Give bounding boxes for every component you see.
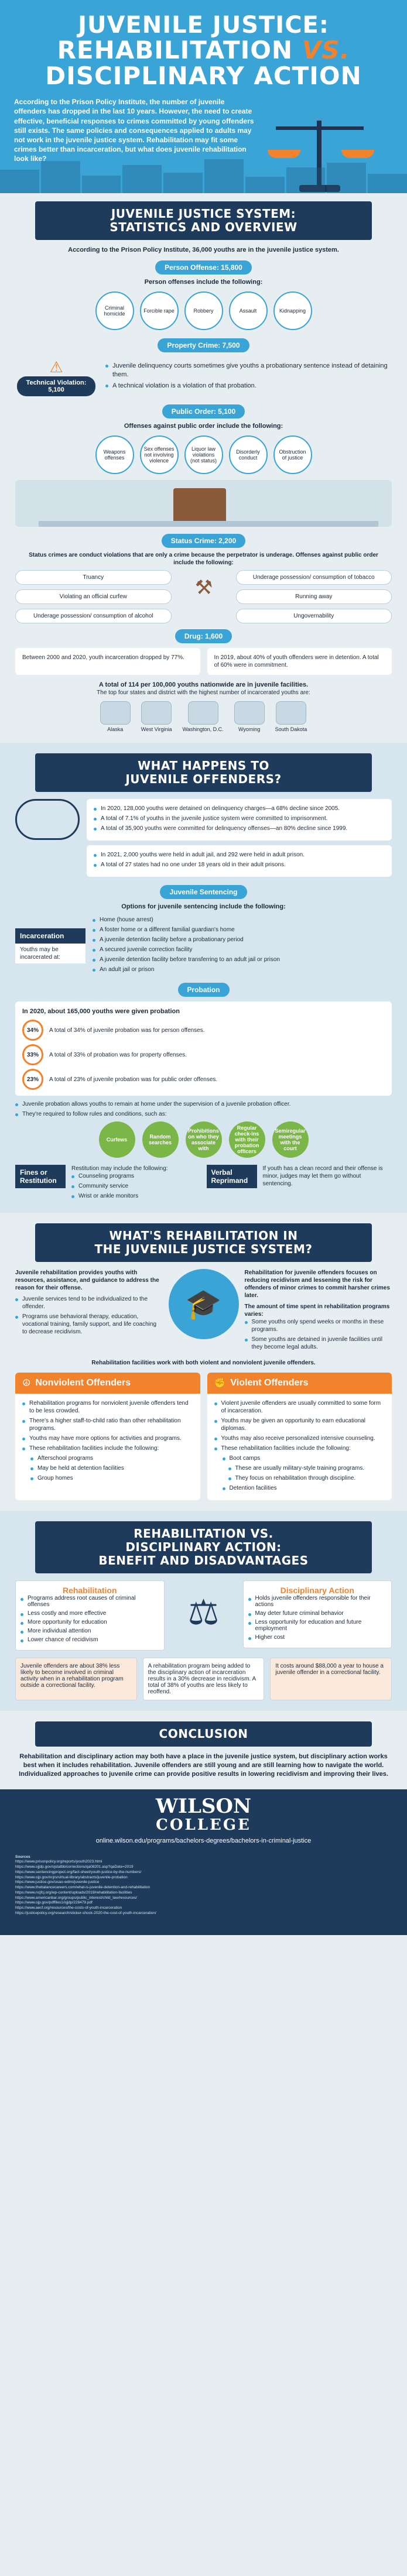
condition-item: Curfews xyxy=(99,1121,135,1158)
state-map-icon xyxy=(100,701,131,725)
probation-pct: 33% xyxy=(22,1044,43,1065)
state-item xyxy=(182,701,223,732)
stats-banner xyxy=(35,201,372,240)
violent-sub: They focus on rehabilitation through discipline. xyxy=(228,1474,385,1482)
status-crime-item: Underage possession/ consumption of alcohol xyxy=(15,609,172,623)
sentencing-option: An adult jail or prison xyxy=(93,966,392,973)
title-vs: VS. xyxy=(302,36,350,64)
sentencing-option: Home (house arrest) xyxy=(93,916,392,924)
incarceration-label: Incarceration xyxy=(15,928,85,944)
nonviolent-card xyxy=(15,1373,200,1500)
happens-banner-line1: WHAT HAPPENS TO xyxy=(138,759,269,773)
public-caption: Offenses against public order include the following: xyxy=(124,422,283,430)
rehab-benefit: Programs address root causes of criminal offenses xyxy=(20,1595,159,1608)
versus-banner-line1: REHABILITATION VS. xyxy=(134,1527,273,1541)
rehab-right-bullet: Some youths are detained in juvenile facilities until they become legal adults. xyxy=(245,1336,392,1351)
brand-name-2: COLLEGE xyxy=(156,1816,251,1834)
conclusion-banner xyxy=(35,1721,372,1747)
state-name: Alaska xyxy=(107,726,124,733)
stats-section xyxy=(0,193,407,743)
sources-block xyxy=(0,1850,407,1935)
state-map-icon xyxy=(276,701,306,725)
probation-pct: 34% xyxy=(22,1020,43,1041)
state-name: Washington, D.C. xyxy=(182,726,224,733)
source-line[interactable]: https://www.americanbar.org/groups/public_interest/child_law/resources/ xyxy=(15,1895,138,1900)
rehab-banner-line1: WHAT'S REHABILITATION IN xyxy=(109,1229,298,1243)
courtroom-illustration xyxy=(15,480,392,527)
rehab-left-lead: Juvenile rehabilitation provides youths with resources, assistance, and guidance to address the reason for their offense. xyxy=(15,1270,159,1292)
adult-jail-bullet: A total of 27 states had no one under 18 years old in their adult prisons. xyxy=(94,861,385,869)
sentencing-option: A juvenile detention facility before a probationary period xyxy=(93,936,392,944)
public-order-pill: Public Order: 5,100 xyxy=(162,404,245,419)
public-order-item: Weapons offenses xyxy=(95,435,134,474)
status-text: Status crimes are conduct violations that are only a crime because the perpetrator is underage. Offenses against public order include the following: xyxy=(29,551,378,566)
drug-pill: Drug: 1,600 xyxy=(175,629,232,643)
fines-item: Counseling programs xyxy=(71,1172,201,1180)
status-crime-item: Underage possession/ consumption of tobacco xyxy=(236,570,392,585)
rehab-banner-line2: THE JUVENILE JUSTICE SYSTEM? xyxy=(94,1242,313,1257)
drug-stat-right: In 2019, about 40% of youth offenders were in detention. A total of 60% were in commitment. xyxy=(207,648,392,675)
rehab-left-bullet: Juvenile services tend to be individualized to the offender. xyxy=(15,1295,163,1311)
tech-label: Technical Violation: xyxy=(26,379,87,386)
happens-banner-line2: JUVENILE OFFENDERS? xyxy=(125,772,282,787)
condition-item: Regular check-ins with their probation officers xyxy=(229,1121,265,1158)
disciplinary-benefits xyxy=(243,1580,392,1648)
title-line-2 xyxy=(14,37,393,63)
disciplinary-title: Disciplinary Action xyxy=(280,1586,354,1596)
rehab-right xyxy=(245,1269,392,1353)
probation-bullet: Juvenile probation allows youths to remain at home under the supervision of a juvenile probation officer. xyxy=(15,1100,392,1108)
status-crime-item: Running away xyxy=(236,589,392,604)
hero-intro: According to the Prison Policy Institute, the number of juvenile offenders has dropped in the last 10 years. However, the need to create effective, beneficial responses to crimes committed by young offenders still exists. The same policies and consequences applied to adults may not work in the juvenile justice system. Rehabilitation may fit some crimes better than incarceration, but what does juvenile rehabilitation look like? xyxy=(14,98,254,163)
rehab-left-bullet: Programs use behavioral therapy, education, vocational training, family support, and life coaching to decrease recidivism. xyxy=(15,1313,163,1336)
source-line[interactable]: https://www.sentencingproject.org/fact-sheet/youth-justice-by-the-numbers/ xyxy=(15,1870,142,1874)
probation-row xyxy=(22,1020,385,1041)
disciplinary-item: Less opportunity for education and future employment xyxy=(248,1619,387,1632)
rehab-left xyxy=(15,1269,163,1353)
state-name: West Virginia xyxy=(141,726,172,733)
handcuffs-icon xyxy=(15,799,80,840)
rehab-benefits-title: Rehabilitation xyxy=(62,1586,117,1596)
brand-block xyxy=(0,1789,407,1850)
gavel-icon: ⚒ xyxy=(194,576,213,599)
sentencing-option: A juvenile detention facility before transferring to an adult jail or prison xyxy=(93,956,392,963)
probation-row xyxy=(22,1044,385,1065)
public-order-list xyxy=(15,435,392,474)
condition-item: Semiregular meetings with the court xyxy=(272,1121,309,1158)
sentencing-option: A secured juvenile correction facility xyxy=(93,946,392,953)
happens-section xyxy=(0,743,407,1213)
status-crime-item: Violating an official curfew xyxy=(15,589,172,604)
probation-text: A total of 33% of probation was for property offenses. xyxy=(49,1051,187,1058)
probation-panel xyxy=(15,1001,392,1096)
peace-icon: ☮ xyxy=(22,1378,31,1389)
person-caption: Person offenses include the following: xyxy=(144,278,263,286)
person-offense-pill: Person Offense: 15,800 xyxy=(155,260,252,275)
violent-item: These rehabilitation facilities include the following: xyxy=(214,1445,385,1452)
nonviolent-item: Youths may have more options for activities and programs. xyxy=(22,1435,193,1442)
rehab-both-note: Rehabilitation facilities work with both violent and nonviolent juvenile offenders. xyxy=(91,1360,316,1367)
fines-box xyxy=(71,1165,201,1202)
disciplinary-item: Holds juvenile offenders responsible for their actions xyxy=(248,1595,387,1608)
fist-icon: ✊ xyxy=(214,1378,226,1389)
public-order-item: Liquor law violations (not status) xyxy=(184,435,223,474)
hero-title xyxy=(14,13,393,89)
nonviolent-sub: Group homes xyxy=(30,1474,193,1482)
state-name: Wyoming xyxy=(238,726,261,733)
hero xyxy=(0,0,407,193)
violent-card xyxy=(207,1373,392,1500)
status-crime-item: Ungovernability xyxy=(236,609,392,623)
graduation-cap-icon: 🎓 xyxy=(169,1269,239,1339)
state-map-icon xyxy=(234,701,265,725)
stats-banner-line1: JUVENILE JUSTICE SYSTEM: xyxy=(111,207,296,221)
person-offense-item: Assault xyxy=(229,291,268,330)
fines-item: Wrist or ankle monitors xyxy=(71,1192,201,1200)
sentencing-lead: Options for juvenile sentencing include the following: xyxy=(121,903,286,911)
fines-label: Fines or Restitution xyxy=(15,1165,66,1188)
title-line-1: JUVENILE JUSTICE: xyxy=(78,12,329,39)
probation-text: A total of 23% of juvenile probation was for public order offenses. xyxy=(49,1076,218,1083)
rehab-benefit: More individual attention xyxy=(20,1628,159,1634)
adult-jail-bullet: In 2021, 2,000 youths were held in adult jail, and 292 were held in adult prison. xyxy=(94,851,385,859)
violent-item: Youths may also receive personalized intensive counseling. xyxy=(214,1435,385,1442)
condition-item: Prohibitions on who they associate with xyxy=(186,1121,222,1158)
disciplinary-item: Higher cost xyxy=(248,1634,387,1641)
state-map-icon xyxy=(188,701,218,725)
probation-bullet: They're required to follow rules and conditions, such as: xyxy=(15,1110,392,1118)
versus-card-2: A rehabilitation program being added to the disciplinary action of incarceration results in a 30% decrease in recidivism. A total of 38% of youths are less likely to reoffend. xyxy=(143,1658,265,1700)
verbal-label: Verbal Reprimand xyxy=(207,1165,257,1188)
versus-card-1: Juvenile offenders are about 38% less likely to become involved in criminal activity when in a rehabilitation program outside a correctional facility. xyxy=(15,1658,137,1700)
source-line[interactable]: https://www.ojp.gov/ncjrs/virtual-library/abstracts/juvenile-probation xyxy=(15,1875,128,1879)
versus-banner xyxy=(35,1521,372,1573)
drug-stat-left: Between 2000 and 2020, youth incarceration dropped by 77%. xyxy=(15,648,200,675)
person-offense-item: Criminal homicide xyxy=(95,291,134,330)
source-line[interactable]: https://www.aecf.org/resources/the-costs-of-youth-incarceration xyxy=(15,1906,122,1910)
sentencing-options xyxy=(93,916,392,976)
property-bullet: A technical violation is a violation of that probation. xyxy=(105,382,392,390)
stats-banner-line2: STATISTICS AND OVERVIEW xyxy=(110,220,297,234)
status-crime-item: Truancy xyxy=(15,570,172,585)
rehab-section xyxy=(0,1213,407,1511)
status-crime-list xyxy=(15,570,392,623)
state-item xyxy=(234,701,265,732)
rehab-banner xyxy=(35,1223,372,1262)
states-lead: A total of 114 per 100,000 youths nationwide are in juvenile facilities. xyxy=(98,681,309,688)
conclusion-title: CONCLUSION xyxy=(159,1727,248,1741)
source-line[interactable]: https://www.thebalancecareers.com/what-is-juvenile-detention-and-rehabilitation xyxy=(15,1885,151,1890)
source-line[interactable]: https://www.ojjdp.gov/ojstatbb/corrections/qa08201.asp?qaDate=2019 xyxy=(15,1865,134,1870)
nonviolent-sub: Afterschool programs xyxy=(30,1455,193,1462)
status-crime-pill: Status Crime: 2,200 xyxy=(162,534,245,548)
source-line[interactable]: https://www.prisonpolicy.org/reports/youth2023.html xyxy=(15,1860,102,1864)
rehab-benefits xyxy=(15,1580,165,1651)
person-offense-item: Forcible rape xyxy=(140,291,179,330)
nonviolent-item: Rehabilitation programs for nonviolent juvenile offenders tend to be less crowded. xyxy=(22,1400,193,1415)
rehab-benefit: Lower chance of recidivism xyxy=(20,1637,159,1643)
public-order-item: Disorderly conduct xyxy=(229,435,268,474)
sentencing-option: A foster home or a different familial guardian's home xyxy=(93,926,392,934)
states-list xyxy=(15,701,392,732)
property-bullet: Juvenile delinquency courts sometimes give youths a probationary sentence instead of detaining them. xyxy=(105,362,392,379)
rehab-right-lead: Rehabilitation for juvenile offenders focuses on reducing recidivism and lessening the risk for offenders of minor crimes to commit harsher crimes later. xyxy=(244,1270,390,1299)
incarceration-sub: Youths may be incarcerated at: xyxy=(15,944,85,963)
state-item xyxy=(275,701,307,732)
probation-row xyxy=(22,1069,385,1090)
detention-bullet: A total of 7.1% of youths in the juvenile justice system were committed to imprisonment. xyxy=(94,815,385,822)
rehab-right-bullet: Some youths only spend weeks or months in these programs. xyxy=(245,1318,392,1333)
rehab-benefit: More opportunity for education xyxy=(20,1619,159,1625)
technical-violation xyxy=(15,358,97,396)
probation-conditions xyxy=(15,1121,392,1158)
title-rehab: REHABILITATION xyxy=(57,36,302,64)
detention-bullet: In 2020, 128,000 youths were detained on delinquency charges—a 68% decline since 2005. xyxy=(94,805,385,812)
verbal-text: If youth has a clean record and their offense is minor, judges may let them go without sentencing. xyxy=(262,1165,383,1188)
sources-title: Sources xyxy=(15,1854,30,1859)
probation-pct: 23% xyxy=(22,1069,43,1090)
condition-item: Random searches xyxy=(142,1121,179,1158)
incarceration-box xyxy=(15,928,85,963)
balance-scale-icon: ⚖ xyxy=(187,1593,220,1632)
versus-card-3: It costs around $88,000 a year to house a juvenile offender in a correctional facility. xyxy=(270,1658,392,1700)
violent-item: Violent juvenile offenders are usually committed to some form of incarceration. xyxy=(214,1400,385,1415)
happens-banner xyxy=(35,753,372,792)
nonviolent-item: These rehabilitation facilities include the following: xyxy=(22,1445,193,1452)
probation-text: A total of 34% of juvenile probation was for person offenses. xyxy=(49,1027,205,1034)
rehab-right-sub: The amount of time spent in rehabilitation programs varies: xyxy=(244,1304,390,1318)
state-map-icon xyxy=(141,701,172,725)
sentencing-pill: Juvenile Sentencing xyxy=(160,885,247,899)
conclusion-text: Rehabilitation and disciplinary action may both have a place in the juvenile justice system, but disciplinary action works best when it includes rehabilitation. Juvenile offenders are still young and are still learning how to navigate the world. Individualized approaches to juvenile crime can provide positive results in lowering recidivism and improving their lives. xyxy=(19,1753,388,1778)
fines-item: Community service xyxy=(71,1182,201,1190)
nonviolent-sub: May be held at detention facilities xyxy=(30,1464,193,1472)
stats-lead: According to the Prison Policy Institute, 36,000 youths are in the juvenile justice system. xyxy=(68,246,339,253)
person-offense-list xyxy=(15,291,392,330)
adult-jail-stats xyxy=(87,845,392,877)
source-line[interactable]: https://www.justice.gov/usao-wdmi/juvenile-justice xyxy=(15,1880,100,1885)
warning-icon: ⚠ xyxy=(49,358,63,376)
detention-stats xyxy=(87,799,392,841)
versus-banner-line2: DISCIPLINARY ACTION: xyxy=(125,1540,282,1555)
city-skyline-icon xyxy=(0,158,407,193)
rehab-benefit: Less costly and more effective xyxy=(20,1610,159,1617)
violent-item: Youths may be given an opportunity to earn educational diplomas. xyxy=(214,1417,385,1432)
probation-pill: Probation xyxy=(178,983,230,997)
public-order-item: Sex offenses not involving violence xyxy=(140,435,179,474)
violent-sub: These are usually military-style training programs. xyxy=(228,1464,385,1472)
source-line[interactable]: https://justicepolicy.org/research/sticker-shock-2020-the-cost-of-youth-incarceration/ xyxy=(15,1911,156,1916)
state-item xyxy=(100,701,131,732)
state-name: South Dakota xyxy=(275,726,307,733)
brand-name-1: WILSON xyxy=(155,1794,252,1818)
states-sub: The top four states and district with the highest number of incarcerated youths are: xyxy=(97,690,310,697)
disciplinary-item: May deter future criminal behavior xyxy=(248,1610,387,1617)
nonviolent-title: Nonviolent Offenders xyxy=(35,1378,131,1388)
violent-title: Violent Offenders xyxy=(230,1378,309,1388)
tech-value: 5,100 xyxy=(48,386,64,393)
public-order-item: Obstruction of justice xyxy=(273,435,312,474)
title-line-3: DISCIPLINARY ACTION xyxy=(45,61,362,91)
violent-sub: Detention facilities xyxy=(223,1484,385,1492)
detention-bullet: A total of 35,900 youths were committed for delinquency offenses—an 80% decline since 1999. xyxy=(94,825,385,832)
source-line[interactable]: https://www.ojp.gov/pdffiles1/ojjdp/228479.pdf xyxy=(15,1901,93,1905)
versus-banner-line3: BENEFIT AND DISADVANTAGES xyxy=(98,1553,309,1568)
fines-lead: Restitution may include the following: xyxy=(71,1165,168,1172)
probation-lead: In 2020, about 165,000 youths were given probation xyxy=(22,1008,180,1016)
brand-url[interactable]: online.wilson.edu/programs/bachelors-degrees/bachelors-in-criminal-justice xyxy=(95,1837,312,1844)
person-offense-item: Kidnapping xyxy=(273,291,312,330)
nonviolent-item: There's a higher staff-to-child ratio than other rehabilitation programs. xyxy=(22,1417,193,1432)
conclusion-section xyxy=(0,1711,407,1789)
person-offense-item: Robbery xyxy=(184,291,223,330)
property-crime-pill: Property Crime: 7,500 xyxy=(158,338,249,352)
violent-sub: Boot camps xyxy=(223,1455,385,1462)
state-item xyxy=(141,701,172,732)
versus-section xyxy=(0,1511,407,1711)
source-line[interactable]: https://www.ncjfcj.org/wp-content/uploads/2019/rehabilitation-facilities xyxy=(15,1890,132,1895)
